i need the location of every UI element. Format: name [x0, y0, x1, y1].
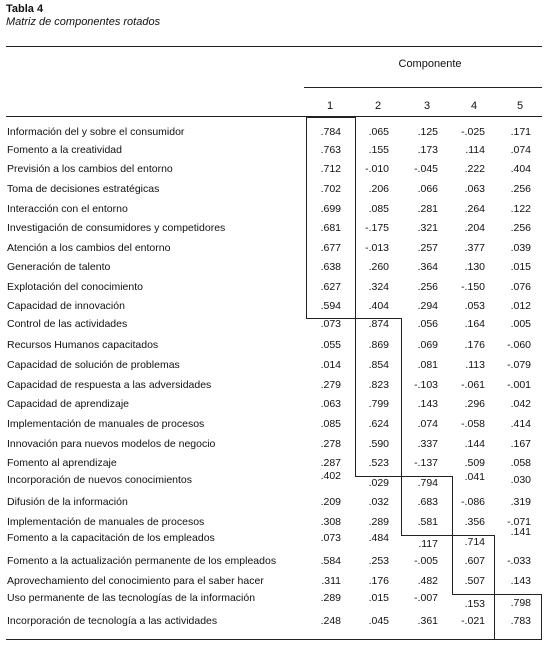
table-cell: .414: [510, 418, 531, 430]
table-cell: .714: [464, 536, 485, 548]
row-label: Innovación para nuevos modelos de negocio: [7, 438, 216, 450]
table-cell: .066: [417, 183, 438, 195]
header-subrule: [304, 87, 542, 88]
table-cell: .364: [417, 261, 438, 273]
table-cell: .143: [417, 398, 438, 410]
table-cell: .402: [320, 470, 341, 482]
table-cell: .063: [464, 183, 485, 195]
table-cell: .222: [464, 163, 485, 175]
table-cell: .799: [368, 398, 389, 410]
table-cell: .482: [417, 575, 438, 587]
row-label: Generación de talento: [7, 261, 111, 273]
row-label: Fomento a la capacitación de los empleados: [7, 532, 215, 544]
row-label: Atención a los cambios del entorno: [7, 242, 171, 254]
row-label: Aprovechamiento del conocimiento para el saber hacer: [7, 575, 264, 587]
table-cell: -.086: [461, 496, 485, 508]
table-cell: -.150: [461, 281, 485, 293]
header-bottom-rule: [6, 116, 542, 117]
row-label: Fomento a la actualización permanente de los empleados: [7, 555, 277, 567]
group-box-component-2: [355, 318, 402, 477]
table-cell: .260: [368, 261, 389, 273]
table-cell: .141: [510, 526, 531, 538]
table-cell: .683: [417, 496, 438, 508]
table-cell: .798: [510, 597, 531, 609]
table-cell: .176: [464, 339, 485, 351]
table-cell: .173: [417, 144, 438, 156]
table-cell: .337: [417, 438, 438, 450]
table-cell: .073: [320, 532, 341, 544]
table-cell: -.079: [507, 359, 531, 371]
table-number: Tabla 4: [6, 3, 44, 15]
table-cell: .065: [368, 126, 389, 138]
table-cell: -.025: [461, 126, 485, 138]
table-cell: .763: [320, 144, 341, 156]
table-cell: .869: [368, 339, 389, 351]
table-cell: .143: [510, 575, 531, 587]
bottom-rule: [6, 639, 542, 640]
column-header-2: 2: [374, 100, 382, 112]
table-cell: .294: [417, 300, 438, 312]
table-cell: .055: [320, 339, 341, 351]
table-cell: .144: [464, 438, 485, 450]
table-cell: .053: [464, 300, 485, 312]
table-cell: -.021: [461, 615, 485, 627]
table-cell: .012: [510, 300, 531, 312]
table-cell: .584: [320, 555, 341, 567]
group-box-component-1: [306, 117, 356, 319]
table-cell: .045: [368, 615, 389, 627]
table-title: Matriz de componentes rotados: [6, 16, 161, 28]
table-cell: .257: [417, 242, 438, 254]
table-cell: .204: [464, 222, 485, 234]
table-cell: .638: [320, 261, 341, 273]
table-cell: .248: [320, 615, 341, 627]
row-label: Fomento a la creatividad: [7, 144, 122, 156]
table-cell: .823: [368, 379, 389, 391]
table-cell: .356: [464, 516, 485, 528]
top-rule: [6, 46, 542, 47]
table-cell: .074: [417, 418, 438, 430]
row-label: Investigación de consumidores y competidores: [7, 222, 226, 234]
table-cell: .113: [465, 359, 485, 371]
column-header-5: 5: [516, 100, 524, 112]
table-cell: .523: [368, 457, 389, 469]
table-cell: .854: [368, 359, 389, 371]
table-cell: .308: [320, 516, 341, 528]
row-label: Incorporación de nuevos conocimientos: [7, 474, 193, 486]
table-cell: -.010: [365, 163, 389, 175]
table-cell: .253: [368, 555, 389, 567]
table-cell: -.001: [507, 379, 531, 391]
row-label: Capacidad de solución de problemas: [7, 359, 180, 371]
component-header: Componente: [398, 58, 462, 70]
table-cell: .030: [510, 474, 531, 486]
table-cell: -.175: [365, 222, 389, 234]
table-cell: .256: [417, 281, 438, 293]
row-label: Control de las actividades: [7, 318, 128, 330]
table-cell: .702: [320, 183, 341, 195]
table-cell: .032: [368, 496, 389, 508]
table-cell: .058: [510, 457, 531, 469]
table-cell: .874: [368, 318, 389, 330]
group-box-component-5: [494, 594, 542, 640]
table-cell: .484: [368, 532, 389, 544]
table-cell: .627: [320, 281, 341, 293]
table-cell: -.103: [414, 379, 438, 391]
table-cell: .069: [417, 339, 438, 351]
table-cell: .296: [464, 398, 485, 410]
table-cell: .278: [320, 438, 341, 450]
table-cell: .209: [320, 496, 341, 508]
table-cell: .361: [417, 615, 438, 627]
table-cell: -.005: [414, 555, 438, 567]
table-cell: .130: [464, 261, 485, 273]
table-cell: .041: [464, 471, 485, 483]
table-cell: .206: [368, 183, 389, 195]
table-cell: .015: [368, 592, 389, 604]
table-cell: .281: [417, 203, 438, 215]
table-cell: .063: [320, 398, 341, 410]
table-cell: .256: [510, 222, 531, 234]
table-caption: [6, 3, 160, 29]
table-cell: .311: [321, 575, 341, 587]
table-cell: .289: [320, 592, 341, 604]
table-cell: .594: [320, 300, 341, 312]
row-label: Implementación de manuales de procesos: [7, 516, 205, 528]
table-cell: .279: [320, 379, 341, 391]
table-cell: .677: [320, 242, 341, 254]
table-cell: .085: [368, 203, 389, 215]
table-cell: .712: [320, 163, 341, 175]
column-header-3: 3: [423, 100, 431, 112]
row-label: Implementación de manuales de procesos: [7, 418, 205, 430]
row-label: Uso permanente de las tecnologías de la información: [7, 592, 256, 604]
table-cell: .794: [417, 477, 438, 489]
table-cell: -.013: [365, 242, 389, 254]
group-box-component-4: [452, 535, 495, 595]
table-cell: -.137: [414, 457, 438, 469]
table-cell: .607: [464, 555, 485, 567]
row-label: Capacidad de respuesta a las adversidades: [7, 379, 212, 391]
table-cell: .042: [510, 398, 531, 410]
table-cell: -.061: [461, 379, 485, 391]
table-cell: .081: [417, 359, 438, 371]
row-label: Fomento al aprendizaje: [7, 457, 117, 469]
table-cell: .681: [320, 222, 341, 234]
table-cell: -.045: [414, 163, 438, 175]
table-cell: .509: [464, 457, 485, 469]
table-cell: .039: [510, 242, 531, 254]
table-cell: .171: [510, 126, 531, 138]
table-cell: .014: [320, 359, 341, 371]
table-cell: .029: [368, 477, 389, 489]
table-cell: -.058: [461, 418, 485, 430]
table-cell: .377: [464, 242, 485, 254]
table-cell: .153: [464, 598, 485, 610]
row-label: Explotación del conocimiento: [7, 281, 143, 293]
table-cell: .287: [320, 457, 341, 469]
row-label: Difusión de la información: [7, 496, 128, 508]
table-cell: -.060: [507, 339, 531, 351]
table-cell: .117: [418, 538, 438, 550]
table-cell: .176: [368, 575, 389, 587]
table-cell: -.071: [507, 516, 531, 528]
table-cell: .324: [368, 281, 389, 293]
table-cell: .256: [510, 183, 531, 195]
table-cell: .624: [368, 418, 389, 430]
row-label: Incorporación de tecnología a las actividades: [7, 615, 218, 627]
table-cell: .085: [320, 418, 341, 430]
table-cell: .784: [320, 126, 341, 138]
table-cell: -.033: [507, 555, 531, 567]
row-label: Toma de decisiones estratégicas: [7, 183, 160, 195]
table-cell: .590: [368, 438, 389, 450]
group-box-component-3: [401, 476, 453, 536]
table-cell: -.007: [414, 592, 438, 604]
table-cell: .289: [368, 516, 389, 528]
table-cell: .404: [510, 163, 531, 175]
table-cell: .581: [417, 516, 438, 528]
table-cell: .114: [465, 144, 485, 156]
table-cell: .783: [510, 615, 531, 627]
table-cell: .073: [320, 318, 341, 330]
row-label: Previsión a los cambios del entorno: [7, 163, 173, 175]
table-cell: .507: [464, 575, 485, 587]
table-cell: .074: [510, 144, 531, 156]
table-cell: .125: [417, 126, 438, 138]
table-cell: .167: [510, 438, 531, 450]
table-cell: .404: [368, 300, 389, 312]
row-label: Capacidad de aprendizaje: [7, 398, 130, 410]
table-cell: .319: [510, 496, 531, 508]
column-header-4: 4: [470, 100, 478, 112]
row-label: Información del y sobre el consumidor: [7, 126, 185, 138]
row-label: Interacción con el entorno: [7, 203, 128, 215]
table-cell: .015: [510, 261, 531, 273]
column-header-1: 1: [326, 100, 334, 112]
row-label: Capacidad de innovación: [7, 300, 125, 312]
row-label: Recursos Humanos capacitados: [7, 339, 159, 351]
table-cell: .076: [510, 281, 531, 293]
table-cell: .264: [464, 203, 485, 215]
table-cell: .155: [368, 144, 389, 156]
table-cell: .005: [510, 318, 531, 330]
table-cell: .122: [510, 203, 531, 215]
table-cell: .321: [417, 222, 438, 234]
table-cell: .056: [417, 318, 438, 330]
table-cell: .699: [320, 203, 341, 215]
table-cell: .164: [464, 318, 485, 330]
